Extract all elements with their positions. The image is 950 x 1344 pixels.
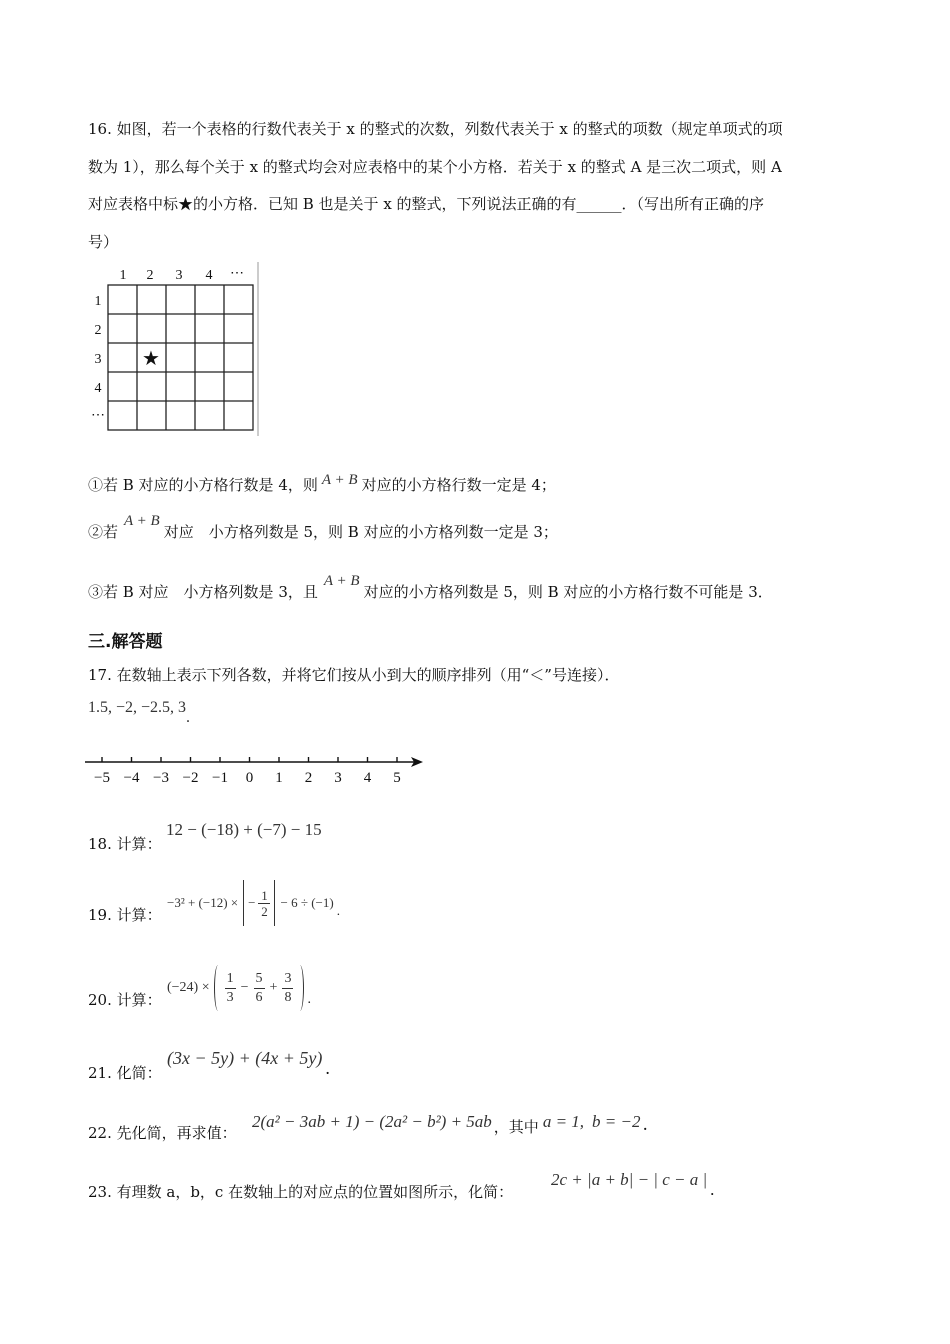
option-2-post: 对应 小方格列数是 5，则 B 对应的小方格列数一定是 3； [163, 523, 558, 541]
q17-text: 17. 在数轴上表示下列各数，并将它们按从小到大的顺序排列（用“＜”号连接）． [88, 666, 620, 684]
q20-left-paren [214, 965, 222, 1011]
q17-period: . [186, 709, 191, 726]
q20-f3-den: 8 [284, 989, 292, 1005]
q20-period: . [307, 992, 311, 1007]
q19-fraction [258, 888, 270, 919]
option-1-pre: ①若 B 对应的小方格行数是 4，则 [88, 476, 318, 494]
q22-value-a: a = 1, [542, 1112, 585, 1131]
q20-f1-den: 3 [226, 989, 234, 1005]
number-line-label: −4 [123, 770, 140, 786]
q18-label: 18. 计算： [88, 835, 162, 853]
grid-col-label: 2 [146, 268, 154, 283]
grid-col-label: 3 [175, 268, 183, 283]
q20-right-paren [296, 965, 304, 1011]
grid-row-label: 3 [94, 352, 102, 367]
grid-row-label: ⋯ [91, 408, 105, 423]
q23-label: 23. 有理数 a，b，c 在数轴上的对应点的位置如图所示，化简： [88, 1183, 514, 1201]
grid-row-labels [91, 294, 105, 423]
number-line [80, 748, 430, 790]
option-1 [88, 472, 556, 496]
number-line-label: 2 [304, 770, 313, 786]
q22-expr: 2(a² − 3ab + 1) − (2a² − b²) + 5ab [252, 1112, 492, 1131]
polynomial-grid-figure [80, 258, 270, 440]
q19-expr-part-b: − 6 ÷ (−1) [280, 895, 334, 910]
q16-line-4: 号） [88, 233, 119, 251]
q22-period: . [642, 1115, 648, 1135]
option-2-pre: ②若 [88, 523, 119, 541]
q22-label: 22. 先化简，再求值： [88, 1124, 237, 1142]
q19-label: 19. 计算： [88, 906, 162, 924]
q22-expression-line [252, 1112, 648, 1136]
q19-abs-minus: − [248, 895, 256, 910]
option-3-post: 对应的小方格列数是 5，则 B 对应的小方格行数不可能是 3． [363, 583, 773, 601]
option-1-post: 对应的小方格行数一定是 4； [361, 476, 556, 494]
q20-f1-num: 1 [226, 970, 234, 986]
q21-period: . [325, 1058, 330, 1078]
q16-line-1: 16. 如图，若一个表格的行数代表关于 x 的整式的次数，列数代表关于 x 的整式的项数（规定单项式的项 [88, 120, 783, 138]
q21-expression [167, 1048, 330, 1078]
number-line-label: 5 [393, 770, 401, 786]
option-3 [88, 573, 773, 603]
q19-expression [167, 880, 340, 926]
q21-expr: (3x − 5y) + (4x + 5y) [167, 1048, 323, 1068]
q20-expression [167, 963, 311, 1013]
q20-f3-num: 3 [284, 970, 292, 986]
q18-expression: 12 − (−18) + (−7) − 15 [166, 820, 322, 839]
q20-fraction-2 [254, 970, 265, 1007]
option-2-math: A + B [124, 513, 160, 529]
q17-number-list: 1.5, −2, −2.5, 3 [88, 699, 187, 716]
grid-col-label: ⋯ [230, 266, 244, 281]
grid-col-label: 1 [119, 268, 127, 283]
number-line-label: −5 [94, 770, 110, 786]
q19-period: . [336, 903, 340, 918]
number-line-label: −1 [212, 770, 228, 786]
option-2 [88, 513, 558, 543]
option-1-math: A + B [321, 472, 358, 488]
q20-f2-den: 6 [255, 989, 263, 1005]
q19-expr-part-a: −3² + (−12) × [167, 895, 239, 910]
grid-row-label: 1 [94, 294, 102, 309]
grid-col-label: 4 [205, 268, 213, 283]
q20-fraction-1 [225, 970, 236, 1007]
q22-mid: ，其中 [493, 1118, 539, 1136]
q19-abs-value [243, 880, 275, 926]
option-3-pre: ③若 B 对应 小方格列数是 3，且 [88, 583, 318, 601]
star-marker-icon: ★ [142, 348, 160, 370]
q23-period: . [710, 1180, 715, 1199]
q20-f2-num: 5 [255, 970, 263, 986]
q23-expression [551, 1170, 715, 1199]
q19-frac-den: 2 [261, 903, 268, 919]
q16-line-2: 数为 1），那么每个关于 x 的整式均会对应表格中的某个小方格．若关于 x 的整式 A 是三次二项式，则 A [88, 158, 782, 176]
q20-expr-part-a: (−24) × [167, 980, 210, 995]
q20-op-2: + [269, 980, 278, 995]
q23-expr: 2c + |a + b| − | c − a | [551, 1170, 708, 1189]
number-line-label: 4 [363, 770, 372, 786]
grid-col-labels [120, 266, 245, 283]
q21-label: 21. 化简： [88, 1064, 162, 1082]
q19-frac-num: 1 [261, 887, 268, 903]
q20-op-1: − [240, 980, 249, 995]
number-line-label: −2 [182, 770, 199, 786]
section-heading: 三.解答题 [88, 632, 163, 652]
option-3-math: A + B [323, 573, 360, 589]
number-line-label: 1 [275, 770, 283, 786]
q20-label: 20. 计算： [88, 991, 162, 1009]
number-line-label: 0 [245, 770, 254, 786]
number-line-label: 3 [334, 770, 342, 786]
q20-fraction-3 [282, 970, 293, 1007]
grid-row-label: 2 [94, 323, 102, 338]
q16-line-3: 对应表格中标★的小方格．已知 B 也是关于 x 的整式，下列说法正确的有______．（写出所有正确的序 [88, 195, 765, 213]
number-line-label: −3 [153, 770, 169, 786]
grid-lines [108, 285, 253, 430]
q17-numbers [88, 699, 191, 726]
grid-row-label: 4 [94, 381, 102, 396]
q22-value-b: b = −2 [592, 1112, 641, 1131]
